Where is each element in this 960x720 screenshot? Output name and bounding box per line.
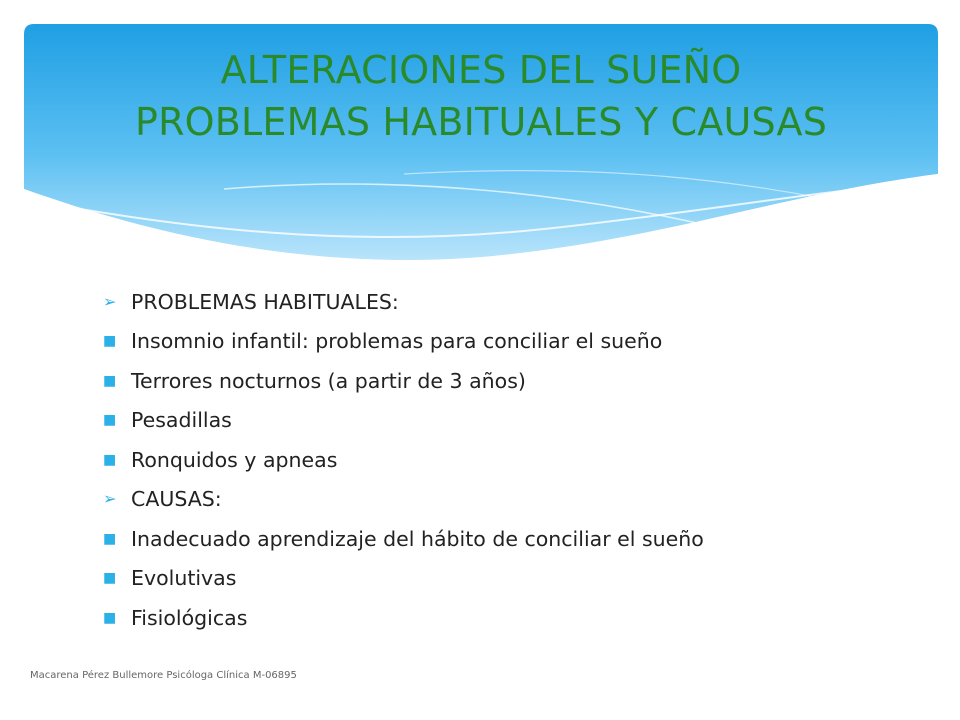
square-bullet-icon: ■ (103, 609, 117, 626)
list-item-text: Terrores nocturnos (a partir de 3 años) (131, 368, 526, 393)
list-item-fisiologicas (103, 598, 923, 638)
square-bullet-icon: ■ (103, 372, 117, 389)
list-item-text: Fisiológicas (131, 605, 248, 630)
slide-title (24, 44, 938, 148)
list-item-insomnio (103, 322, 923, 362)
square-bullet-icon: ■ (103, 333, 117, 350)
square-bullet-icon: ■ (103, 451, 117, 468)
list-item-evolutivas (103, 559, 923, 599)
arrow-bullet-icon: ➢ (103, 291, 117, 311)
list-item-inadecuado (103, 519, 923, 559)
list-item-text: Insomnio infantil: problemas para conciliar el sueño (131, 329, 663, 354)
list-item-causas (103, 480, 923, 520)
square-bullet-icon: ■ (103, 570, 117, 587)
list-item-pesadillas (103, 401, 923, 441)
list-item-terrores (103, 361, 923, 401)
list-item-problemas-habituales (103, 282, 923, 322)
square-bullet-icon: ■ (103, 530, 117, 547)
arrow-bullet-icon: ➢ (103, 489, 117, 509)
list-item-text: CAUSAS: (131, 487, 222, 512)
list-item-text: Evolutivas (131, 566, 237, 591)
list-item-ronquidos (103, 440, 923, 480)
list-item-text: Pesadillas (131, 408, 232, 433)
footer-credit: Macarena Pérez Bullemore Psicóloga Clínica M-06895 (30, 670, 297, 681)
square-bullet-icon: ■ (103, 412, 117, 429)
list-item-text: Inadecuado aprendizaje del hábito de conciliar el sueño (131, 526, 704, 551)
list-item-text: Ronquidos y apneas (131, 447, 338, 472)
title-line-2: PROBLEMAS HABITUALES Y CAUSAS (134, 100, 828, 144)
title-line-1: ALTERACIONES DEL SUEÑO (220, 48, 742, 92)
bullet-list (103, 282, 923, 638)
list-item-text: PROBLEMAS HABITUALES: (131, 289, 399, 314)
